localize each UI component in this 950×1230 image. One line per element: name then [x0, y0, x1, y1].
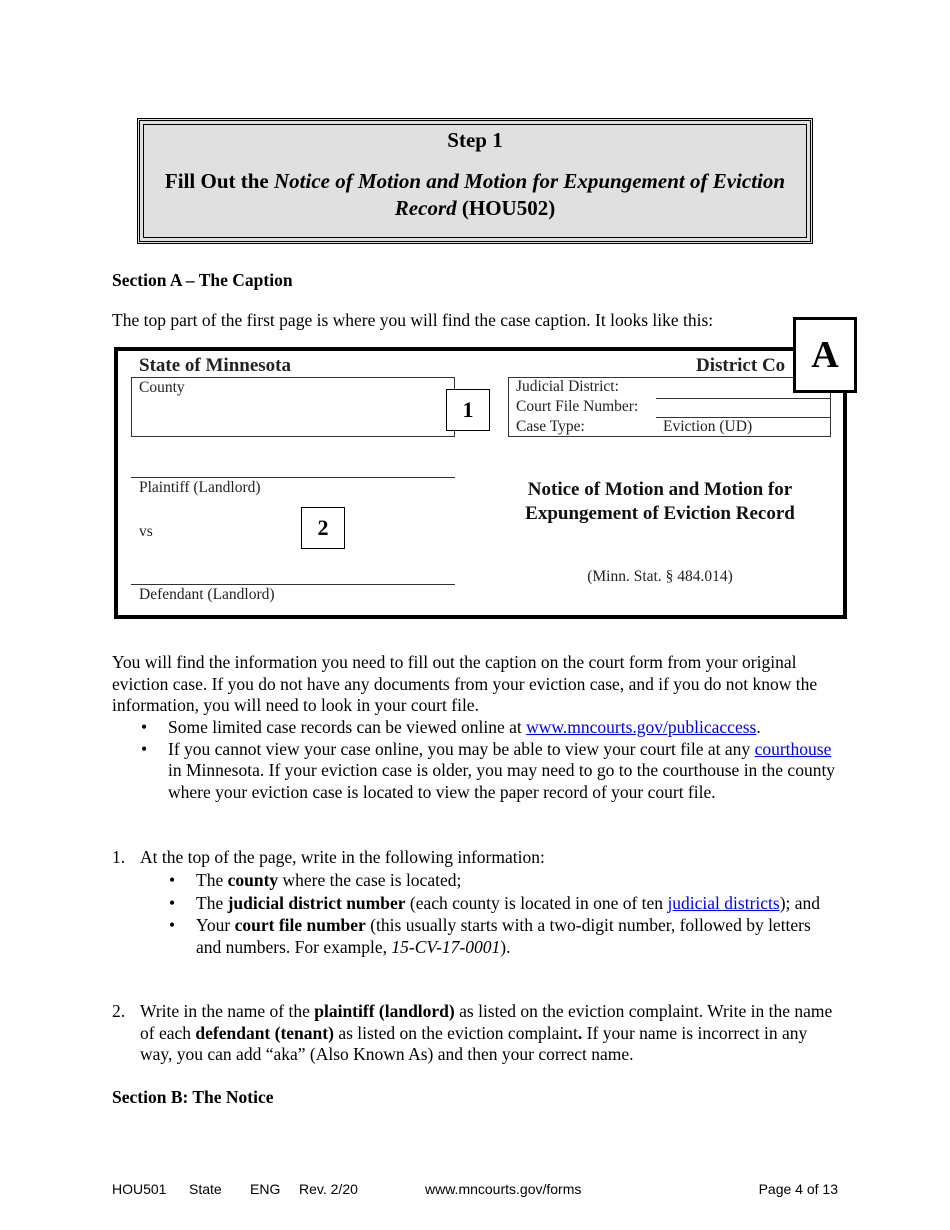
info-bullets — [168, 717, 840, 803]
marker-1: 1 — [446, 389, 490, 431]
item-2-number: 2. — [112, 1001, 126, 1021]
item-2-text: Write in the name of the plaintiff (landlord) as listed on the eviction complaint. Write in the name of each defendant (tenant) as listed on the eviction complaint. If your name is incorrect in any way, you can add “aka” (Also Known As) and then your correct name. — [140, 1001, 833, 1064]
caption-form-title: Notice of Motion and Motion for Expungement of Eviction Record — [525, 479, 795, 524]
item-1-text: At the top of the page, write in the following information: — [140, 847, 545, 867]
footer-form-code: HOU501 — [112, 1181, 167, 1197]
section-a-intro: The top part of the first page is where you will find the case caption. It looks like this: — [112, 310, 714, 330]
step-title: Step 1 — [447, 128, 503, 152]
defendant-label: Defendant (Landlord) — [139, 586, 275, 603]
county-label: County — [139, 379, 185, 396]
case-type-value: Eviction (UD) — [663, 418, 753, 435]
info-paragraph: You will find the information you need to fill out the caption on the court form from your original eviction case. If you do not have any documents from your eviction case, and if you do not know the information, you will need to look in your court file. — [112, 652, 818, 715]
caption-statute: (Minn. Stat. § 484.014) — [587, 568, 733, 585]
courthouse-link[interactable]: courthouse — [754, 738, 832, 759]
defendant-line — [131, 584, 455, 585]
caption-court: District Co — [696, 355, 786, 376]
publicaccess-link[interactable]: www.mncourts.gov/publicaccess — [526, 717, 757, 737]
step-subtitle: Fill Out the Notice of Motion and Motion for Expungement of Eviction Record (HOU502) — [164, 169, 786, 220]
footer-revision: Rev. 2/20 — [299, 1181, 358, 1197]
form-name: Notice of Motion and Motion for Expungement of Eviction Record — [274, 169, 786, 220]
footer-page-number: Page 4 of 13 — [758, 1181, 838, 1197]
item-1-bullets — [196, 870, 840, 958]
list-item: • Some limited case records can be viewed online at www.mncourts.gov/publicaccess. — [168, 717, 840, 739]
plaintiff-line — [131, 477, 455, 478]
judicial-district-label: Judicial District: — [516, 378, 619, 395]
section-a-heading: Section A – The Caption — [112, 270, 293, 290]
footer-state: State — [189, 1181, 222, 1197]
caption-state: State of Minnesota — [139, 355, 291, 376]
court-file-label: Court File Number: — [516, 398, 639, 415]
footer-language: ENG — [250, 1181, 281, 1197]
vs-label: vs — [139, 523, 153, 540]
item-1-number: 1. — [112, 847, 126, 867]
judicial-district-line — [656, 398, 830, 399]
case-type-label: Case Type: — [516, 418, 585, 435]
marker-a: A — [793, 317, 857, 393]
list-item: • The judicial district number (each county is located in one of ten judicial districts); and — [196, 893, 840, 915]
list-item: • If you cannot view your case online, you may be able to view your court file at any courthouse in Minnesota. If your eviction case is older, you may need to go to the courthouse in the county where your eviction case is located to view the paper record of your court file. — [168, 739, 840, 804]
list-item: • The county where the case is located; — [196, 870, 840, 892]
marker-2: 2 — [301, 507, 345, 549]
footer-url: www.mncourts.gov/forms — [425, 1181, 582, 1197]
judicial-districts-link[interactable]: judicial districts — [667, 892, 780, 913]
list-item: • Your court file number (this usually starts with a two-digit number, followed by letters and numbers. For example, 15-CV-17-0001). — [196, 915, 840, 958]
plaintiff-label: Plaintiff (Landlord) — [139, 479, 261, 496]
section-b-heading: Section B: The Notice — [112, 1087, 274, 1107]
